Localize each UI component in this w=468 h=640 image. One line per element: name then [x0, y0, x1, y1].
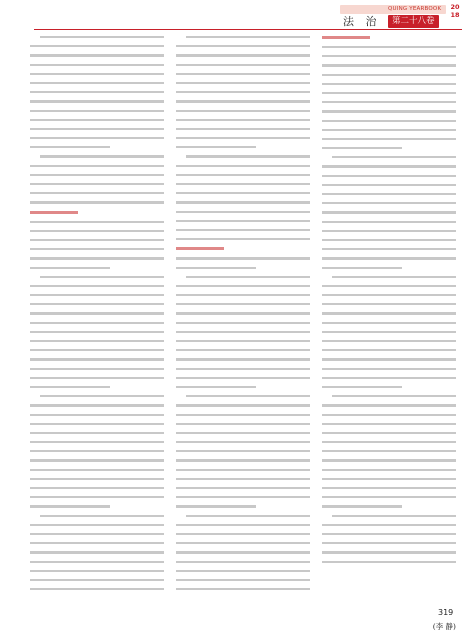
- text-line: [322, 46, 456, 48]
- text-line: [30, 414, 164, 416]
- text-line: [176, 54, 310, 56]
- text-line: [186, 276, 310, 278]
- text-line: [176, 533, 310, 535]
- text-line: [322, 377, 456, 379]
- text-line: [176, 257, 310, 259]
- text-line: [30, 128, 164, 130]
- text-line: [322, 303, 456, 305]
- text-line: [30, 54, 164, 56]
- text-line: [30, 423, 164, 425]
- text-line: [176, 432, 310, 434]
- text-line: [30, 386, 110, 388]
- text-line: [30, 82, 164, 84]
- text-line: [322, 561, 456, 563]
- text-line: [30, 64, 164, 66]
- text-line: [186, 155, 310, 157]
- text-line: [322, 459, 456, 461]
- text-line: [322, 423, 456, 425]
- text-line: [322, 92, 456, 94]
- text-line: [176, 211, 310, 213]
- text-line: [176, 386, 256, 388]
- text-line: [176, 165, 310, 167]
- text-line: [322, 257, 456, 259]
- text-line: [176, 570, 310, 572]
- text-line: [322, 267, 402, 269]
- text-line: [40, 36, 164, 38]
- text-line: [322, 294, 456, 296]
- text-line: [30, 441, 164, 443]
- text-line: [322, 404, 456, 406]
- text-line: [30, 45, 164, 47]
- text-line: [176, 229, 310, 231]
- text-line: [176, 588, 310, 590]
- text-line: [40, 155, 164, 157]
- text-line: [30, 221, 164, 223]
- paragraph-heading: [322, 36, 370, 39]
- page-number: 319: [438, 608, 454, 617]
- text-line: [332, 156, 456, 158]
- text-line: [322, 505, 402, 507]
- text-line: [176, 146, 256, 148]
- text-line: [30, 165, 164, 167]
- text-line: [30, 459, 164, 461]
- text-line: [322, 83, 456, 85]
- text-line: [176, 459, 310, 461]
- text-line: [322, 487, 456, 489]
- text-line: [176, 368, 310, 370]
- text-line: [30, 303, 164, 305]
- text-line: [30, 349, 164, 351]
- text-line: [322, 101, 456, 103]
- text-line: [176, 312, 310, 314]
- volume-tag: 第二十八卷: [388, 15, 439, 28]
- text-line: [30, 496, 164, 498]
- text-line: [176, 303, 310, 305]
- text-line: [30, 119, 164, 121]
- text-line: [322, 165, 456, 167]
- text-line: [30, 432, 164, 434]
- text-line: [30, 248, 164, 250]
- page-header: [0, 0, 468, 30]
- text-line: [176, 267, 256, 269]
- text-line: [176, 220, 310, 222]
- text-line: [176, 100, 310, 102]
- text-line: [30, 377, 164, 379]
- text-line: [176, 561, 310, 563]
- text-line: [30, 73, 164, 75]
- text-line: [30, 192, 164, 194]
- text-line: [30, 183, 164, 185]
- section-title: 法 治: [343, 15, 381, 28]
- text-line: [176, 542, 310, 544]
- text-line: [322, 312, 456, 314]
- text-line: [322, 193, 456, 195]
- text-line: [176, 174, 310, 176]
- text-line: [322, 349, 456, 351]
- text-line: [322, 74, 456, 76]
- text-line: [332, 515, 456, 517]
- yearbook-banner-text: QUING YEARBOOK: [388, 6, 442, 12]
- text-line: [30, 239, 164, 241]
- text-line: [30, 285, 164, 287]
- text-line: [30, 91, 164, 93]
- text-line: [30, 137, 164, 139]
- text-line: [322, 478, 456, 480]
- text-line: [176, 478, 310, 480]
- paragraph-heading: [176, 247, 224, 250]
- text-line: [322, 110, 456, 112]
- text-line: [30, 404, 164, 406]
- text-line: [30, 174, 164, 176]
- text-line: [176, 238, 310, 240]
- text-line: [176, 73, 310, 75]
- text-line: [322, 175, 456, 177]
- text-line: [176, 487, 310, 489]
- text-line: [322, 432, 456, 434]
- text-line: [322, 533, 456, 535]
- text-line: [322, 368, 456, 370]
- text-line: [30, 267, 110, 269]
- text-line: [322, 120, 456, 122]
- text-line: [322, 55, 456, 57]
- text-line: [322, 358, 456, 360]
- year-stamp-top: 20: [450, 3, 460, 11]
- text-line: [322, 542, 456, 544]
- text-line: [30, 322, 164, 324]
- text-line: [30, 230, 164, 232]
- text-line: [322, 147, 402, 149]
- text-line: [30, 331, 164, 333]
- text-line: [322, 441, 456, 443]
- text-line: [30, 100, 164, 102]
- text-line: [30, 340, 164, 342]
- text-line: [30, 542, 164, 544]
- text-line: [176, 128, 310, 130]
- text-line: [30, 561, 164, 563]
- text-line: [176, 505, 256, 507]
- text-line: [176, 551, 310, 553]
- body-columns: [30, 36, 456, 602]
- text-line: [30, 358, 164, 360]
- text-line: [322, 184, 456, 186]
- text-line: [322, 551, 456, 553]
- text-line: [30, 450, 164, 452]
- text-line: [176, 294, 310, 296]
- text-line: [30, 368, 164, 370]
- text-line: [176, 183, 310, 185]
- text-line: [30, 570, 164, 572]
- text-line: [176, 285, 310, 287]
- byline: (李 静): [432, 622, 456, 631]
- text-line: [322, 386, 402, 388]
- text-line: [322, 524, 456, 526]
- text-line: [322, 221, 456, 223]
- text-line: [322, 64, 456, 66]
- text-line: [176, 349, 310, 351]
- text-line: [176, 450, 310, 452]
- text-line: [30, 505, 110, 507]
- text-line: [322, 450, 456, 452]
- text-line: [332, 276, 456, 278]
- text-line: [322, 211, 456, 213]
- text-line: [30, 257, 164, 259]
- text-line: [322, 230, 456, 232]
- text-line: [176, 358, 310, 360]
- text-line: [176, 331, 310, 333]
- text-line: [40, 395, 164, 397]
- text-line: [176, 579, 310, 581]
- text-line: [30, 487, 164, 489]
- text-line: [322, 469, 456, 471]
- text-line: [30, 579, 164, 581]
- text-line: [40, 276, 164, 278]
- text-line: [30, 588, 164, 590]
- text-line: [186, 395, 310, 397]
- text-line: [322, 340, 456, 342]
- text-line: [176, 414, 310, 416]
- text-line: [176, 496, 310, 498]
- text-line: [30, 312, 164, 314]
- text-line: [322, 248, 456, 250]
- text-line: [30, 294, 164, 296]
- column-right: [322, 36, 456, 602]
- column-middle: [176, 36, 310, 602]
- text-line: [176, 110, 310, 112]
- text-line: [30, 146, 110, 148]
- text-line: [30, 533, 164, 535]
- paragraph-heading: [30, 211, 78, 214]
- text-line: [176, 201, 310, 203]
- text-line: [176, 441, 310, 443]
- text-line: [30, 524, 164, 526]
- text-line: [176, 340, 310, 342]
- text-line: [186, 515, 310, 517]
- text-line: [30, 478, 164, 480]
- text-line: [176, 423, 310, 425]
- text-line: [176, 64, 310, 66]
- text-line: [30, 551, 164, 553]
- year-stamp-bottom: 18: [450, 10, 460, 19]
- text-line: [186, 36, 310, 38]
- text-line: [176, 119, 310, 121]
- text-line: [176, 404, 310, 406]
- text-line: [30, 469, 164, 471]
- text-line: [30, 201, 164, 203]
- text-line: [176, 82, 310, 84]
- text-line: [322, 129, 456, 131]
- text-line: [176, 377, 310, 379]
- text-line: [322, 202, 456, 204]
- text-line: [176, 322, 310, 324]
- text-line: [322, 138, 456, 140]
- header-rule: [34, 29, 462, 30]
- column-left: [30, 36, 164, 602]
- text-line: [322, 331, 456, 333]
- text-line: [332, 395, 456, 397]
- text-line: [30, 110, 164, 112]
- year-stamp: [448, 4, 462, 19]
- text-line: [322, 496, 456, 498]
- text-line: [322, 322, 456, 324]
- text-line: [322, 285, 456, 287]
- text-line: [176, 469, 310, 471]
- text-line: [176, 45, 310, 47]
- text-line: [322, 239, 456, 241]
- text-line: [176, 524, 310, 526]
- text-line: [176, 137, 310, 139]
- text-line: [322, 414, 456, 416]
- text-line: [176, 91, 310, 93]
- text-line: [176, 192, 310, 194]
- text-line: [40, 515, 164, 517]
